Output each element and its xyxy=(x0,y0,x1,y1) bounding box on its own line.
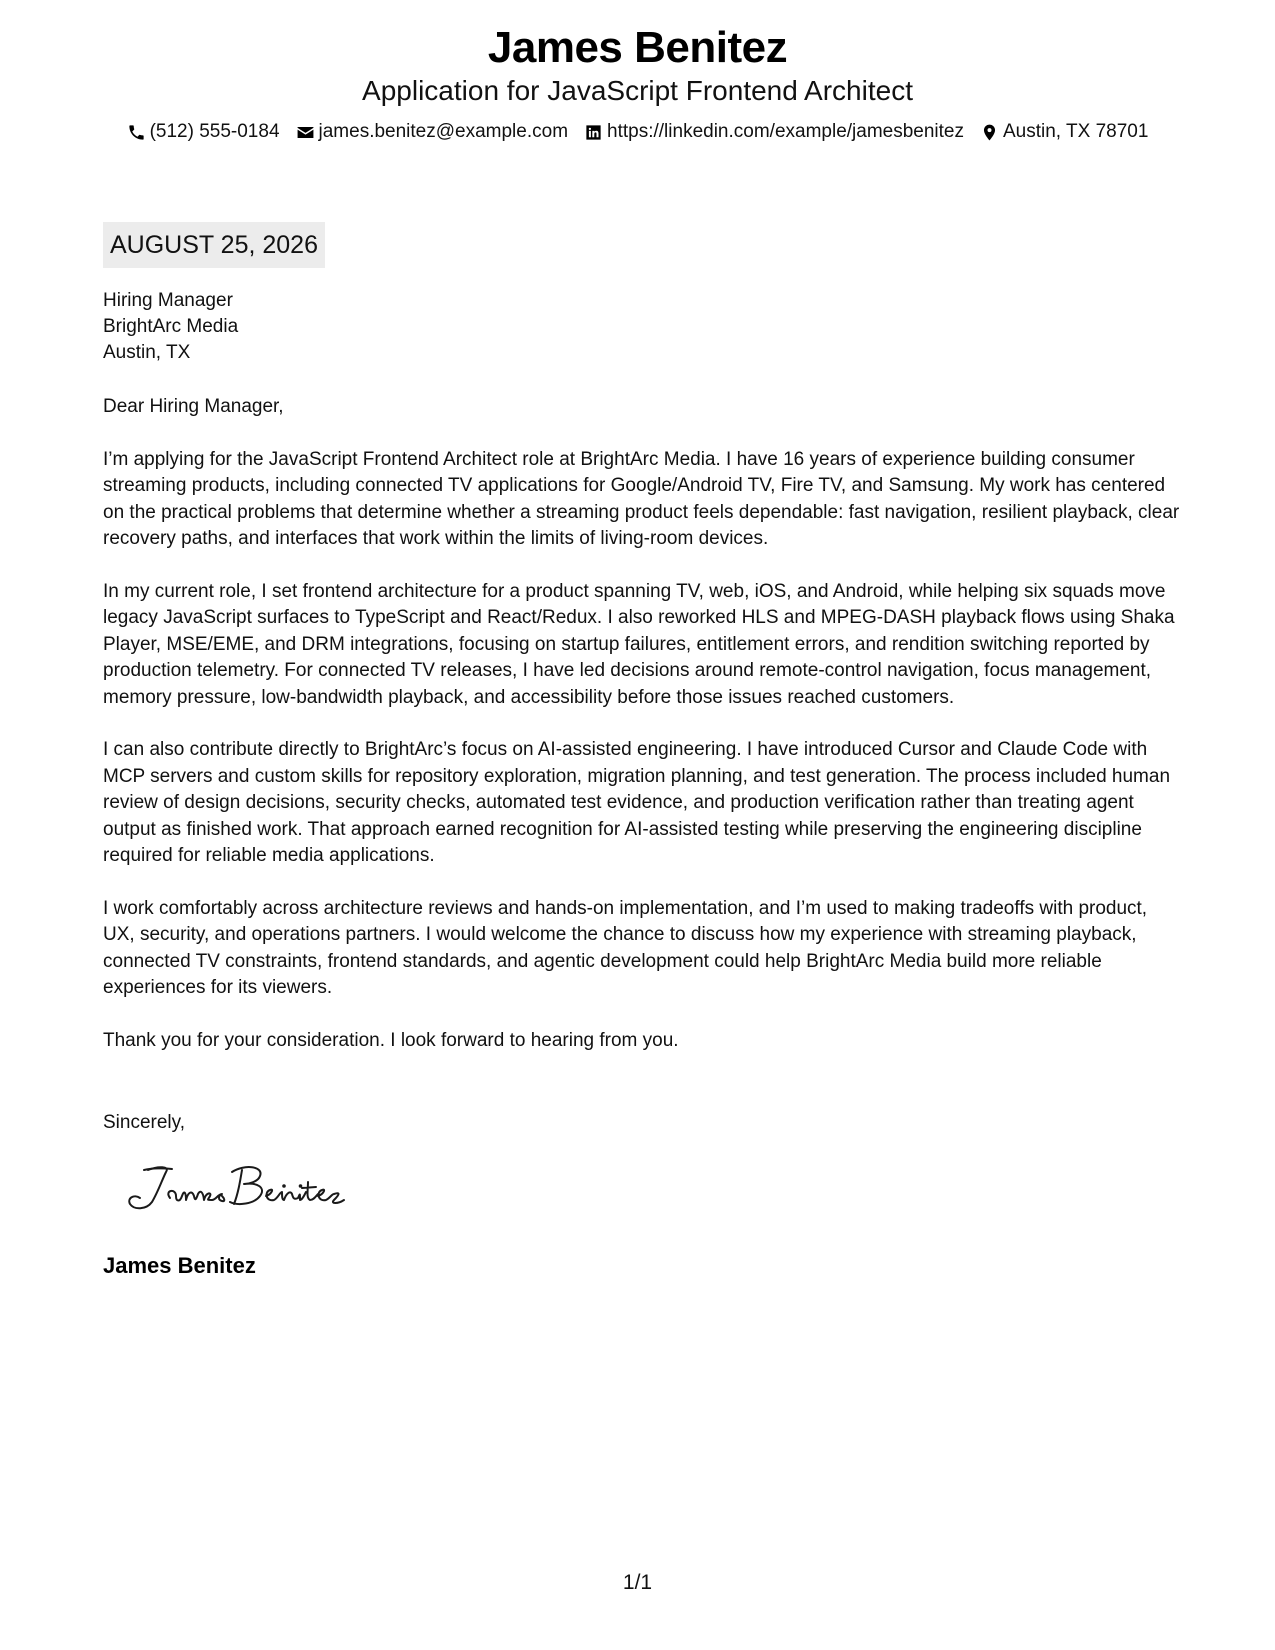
contact-bar xyxy=(0,120,1275,144)
applicant-name: James Benitez xyxy=(487,23,788,72)
paragraph-intro: I’m applying for the JavaScript Frontend Architect role at BrightArc Media. I have 16 years of experience building consumer streaming products, including connected TV applications for Google/Android TV, Fire TV, and Samsung. My work has centered on the practical problems that determine whether a streaming product feels dependable: fast navigation, resilient playback, clear recovery paths, and interfaces that work within the limits of living-room devices. xyxy=(103,448,1180,549)
page-number: 1/1 xyxy=(622,1571,653,1594)
envelope-icon xyxy=(296,123,315,142)
recipient-location: Austin, TX xyxy=(103,342,191,363)
recipient-title: Hiring Manager xyxy=(103,290,233,311)
email-text[interactable]: james.benitez@example.com xyxy=(318,121,569,142)
phone-icon xyxy=(127,123,146,142)
phone-text: (512) 555-0184 xyxy=(149,121,280,142)
location-text: Austin, TX 78701 xyxy=(1003,121,1149,142)
contact-linkedin[interactable] xyxy=(584,120,964,144)
map-pin-icon xyxy=(980,123,999,142)
contact-email[interactable] xyxy=(296,120,569,144)
letter-body xyxy=(103,394,1181,1080)
signer-name: James Benitez xyxy=(103,1253,256,1278)
paragraph-current-role: In my current role, I set frontend architecture for a product spanning TV, web, iOS, and Android, while helping six squads move legacy JavaScript surfaces to TypeScript and React/Redux. I also reworked HLS and MPEG-DASH playback flows using Shaka Player, MSE/EME, and DRM integrations, focusing on startup failures, entitlement errors, and rendition switching reported by production telemetry. For connected TV releases, I have led decisions around remote-control navigation, focus management, memory pressure, low-bandwidth playback, and accessibility before those issues reached customers. xyxy=(103,580,1175,708)
paragraph-thanks: Thank you for your consideration. I look forward to hearing from you. xyxy=(103,1029,679,1051)
linkedin-icon xyxy=(584,123,603,142)
linkedin-url[interactable]: https://linkedin.com/example/jamesbenitez xyxy=(607,121,964,142)
contact-phone xyxy=(127,120,280,144)
recipient-company: BrightArc Media xyxy=(103,316,239,337)
letter-date: AUGUST 25, 2026 xyxy=(103,222,325,268)
handwritten-signature xyxy=(118,1158,358,1218)
salutation: Dear Hiring Manager, xyxy=(103,396,284,417)
paragraph-collaboration: I work comfortably across architecture reviews and hands-on implementation, and I’m used to making tradeoffs with product, UX, security, and operations partners. I would welcome the chance to discuss how my experience with streaming playback, connected TV constraints, frontend standards, and agentic development could help BrightArc Media build more reliable experiences for its viewers. xyxy=(103,897,1148,998)
paragraph-ai-engineering: I can also contribute directly to BrightArc’s focus on AI-assisted engineering. I have introduced Cursor and Claude Code with MCP servers and custom skills for repository exploration, migration planning, and test generation. The process included human review of design decisions, security checks, automated test evidence, and production verification rather than treating agent output as finished work. That approach earned recognition for AI-assisted testing while preserving the engineering discipline required for reliable media applications. xyxy=(103,739,1171,866)
letter-header xyxy=(0,22,1275,144)
contact-location xyxy=(980,120,1148,144)
application-title: Application for JavaScript Frontend Architect xyxy=(362,75,913,106)
recipient-block xyxy=(103,288,238,366)
closing: Sincerely, xyxy=(103,1112,186,1133)
